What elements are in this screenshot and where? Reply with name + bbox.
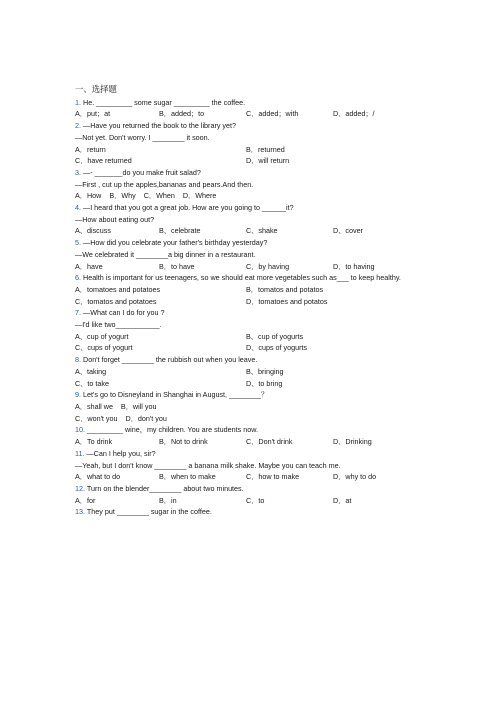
option-a: A．for bbox=[75, 495, 96, 505]
question-stem: —What can I do for you ? bbox=[83, 308, 165, 318]
question-11 bbox=[75, 448, 420, 460]
option-d: D．Drinking bbox=[333, 437, 372, 447]
option-b: B．tomatos and potatos bbox=[246, 284, 324, 294]
option-b: B．returned bbox=[246, 144, 285, 154]
question-stem-line2: —We celebrated it ________a big dinner in a restaurant. bbox=[75, 249, 256, 259]
question-number: 6. bbox=[75, 273, 81, 283]
question-stem: —Have you returned the book to the library yet? bbox=[83, 121, 237, 131]
question-3 bbox=[75, 167, 420, 179]
question-number: 4. bbox=[75, 203, 81, 213]
question-10 bbox=[75, 424, 420, 436]
options-row bbox=[75, 108, 420, 120]
question-7 bbox=[75, 307, 420, 319]
question-number: 7. bbox=[75, 308, 81, 318]
question-number: 11. bbox=[75, 448, 85, 458]
question-number: 8. bbox=[75, 355, 81, 365]
option-b: B、celebrate bbox=[159, 226, 201, 236]
question-stem: —Can I help you, sir? bbox=[86, 448, 156, 458]
question-number: 12. bbox=[75, 483, 85, 493]
question-number: 10. bbox=[75, 425, 85, 435]
question-number: 2. bbox=[75, 121, 81, 131]
question-stem: _________ wine，my children. You are students now. bbox=[87, 425, 259, 435]
question-1 bbox=[75, 97, 420, 109]
option-a: A．what to do bbox=[75, 472, 121, 482]
option-c: C．how to make bbox=[246, 472, 300, 482]
question-stem: Let's go to Disneyland in Shanghai in August, ________？ bbox=[83, 390, 269, 400]
option-a: A．To drink bbox=[75, 437, 113, 447]
question-stem: —I heard that you got a great job. How are you going to ______it? bbox=[83, 203, 294, 213]
options-row bbox=[75, 366, 420, 378]
option-b: B、bringing bbox=[246, 366, 284, 376]
question-stem: They put ________ sugar in the coffee. bbox=[86, 507, 212, 517]
option-d: D．at bbox=[333, 495, 352, 505]
question-stem-line2: —Not yet. Don't worry. I ________ it soon. bbox=[75, 132, 210, 142]
question-4 bbox=[75, 202, 420, 214]
option-c: C．have returned bbox=[75, 156, 132, 166]
option-d: D．to having bbox=[333, 261, 375, 271]
options-inline: C．won't you D．don't you bbox=[75, 413, 167, 423]
option-c: C．by having bbox=[246, 261, 290, 271]
options-row bbox=[75, 225, 420, 237]
question-2 bbox=[75, 120, 420, 132]
option-d: D、to bring bbox=[246, 378, 283, 388]
option-c: C．tomatos and potatoes bbox=[75, 296, 157, 306]
question-number: 13. bbox=[75, 507, 85, 517]
option-c: C．added；with bbox=[246, 109, 299, 119]
option-b: B．in bbox=[159, 495, 177, 505]
option-a: A．tomatoes and potatoes bbox=[75, 284, 161, 294]
question-12 bbox=[75, 483, 420, 495]
options-row bbox=[75, 471, 420, 483]
option-d: D．added；/ bbox=[333, 109, 375, 119]
question-9 bbox=[75, 389, 420, 401]
option-a: A．have bbox=[75, 261, 103, 271]
option-c: C、to take bbox=[75, 378, 109, 388]
option-a: A．return bbox=[75, 144, 106, 154]
question-stem-line2: —How about eating out? bbox=[75, 214, 155, 224]
options-row bbox=[75, 284, 420, 296]
option-d: D、cups of yogurts bbox=[246, 343, 308, 353]
options-row bbox=[75, 296, 420, 308]
option-c: C．to bbox=[246, 495, 265, 505]
option-c: C、shake bbox=[246, 226, 278, 236]
document-body bbox=[75, 84, 420, 518]
question-stem: Don't forget ________ the rubbish out when you leave. bbox=[83, 355, 258, 365]
option-b: B．added；to bbox=[159, 109, 205, 119]
option-a: A．put；at bbox=[75, 109, 111, 119]
question-number: 9. bbox=[75, 390, 81, 400]
question-number: 1. bbox=[75, 97, 81, 107]
question-number: 5. bbox=[75, 238, 81, 248]
question-stem-line2: —I'd like two___________. bbox=[75, 320, 162, 330]
options-row bbox=[75, 436, 420, 448]
options-inline: A．shall we B．will you bbox=[75, 401, 157, 411]
option-b: B、cup of yogurts bbox=[246, 331, 304, 341]
question-stem: He. _________ some sugar _________ the coffee. bbox=[83, 97, 246, 107]
question-stem: —How did you celebrate your father's birthday yesterday? bbox=[83, 238, 268, 248]
option-d: D、cover bbox=[333, 226, 363, 236]
option-c: C、cups of yogurt bbox=[75, 343, 133, 353]
option-d: D．tomatoes and potatos bbox=[246, 296, 328, 306]
question-5 bbox=[75, 237, 420, 249]
options-row bbox=[75, 331, 420, 343]
option-b: B．when to make bbox=[159, 472, 216, 482]
question-number: 3. bbox=[75, 167, 81, 177]
question-stem: Turn on the blender________ about two minutes. bbox=[86, 483, 244, 493]
question-13 bbox=[75, 506, 420, 518]
options-row bbox=[75, 378, 420, 390]
option-d: D．will return bbox=[246, 156, 290, 166]
question-stem: Health is important for us teenagers, so we should eat more vegetables such as___ to keep healthy. bbox=[83, 273, 401, 283]
option-b: B．Not to drink bbox=[159, 437, 208, 447]
option-a: A、discuss bbox=[75, 226, 111, 236]
question-stem-line2: —Yeah, but I don't know ________ a banana milk shake. Maybe you can teach me. bbox=[75, 460, 341, 470]
question-6 bbox=[75, 272, 420, 284]
options-row bbox=[75, 261, 420, 273]
options-row bbox=[75, 144, 420, 156]
option-b: B．to have bbox=[159, 261, 195, 271]
section-title: 一、选择题 bbox=[75, 84, 117, 94]
options-row bbox=[75, 342, 420, 354]
option-a: A、taking bbox=[75, 366, 107, 376]
question-stem: —- _______do you make fruit salad? bbox=[83, 167, 201, 177]
question-8 bbox=[75, 354, 420, 366]
option-c: C．Don't drink bbox=[246, 437, 293, 447]
options-row bbox=[75, 155, 420, 167]
options-inline: A．How B．Why C．When D．Where bbox=[75, 191, 217, 201]
options-row bbox=[75, 495, 420, 507]
question-stem-line2: —First , cut up the apples,bananas and pears.And then. bbox=[75, 179, 254, 189]
option-a: A、cup of yogurt bbox=[75, 331, 129, 341]
option-d: D．why to do bbox=[333, 472, 377, 482]
